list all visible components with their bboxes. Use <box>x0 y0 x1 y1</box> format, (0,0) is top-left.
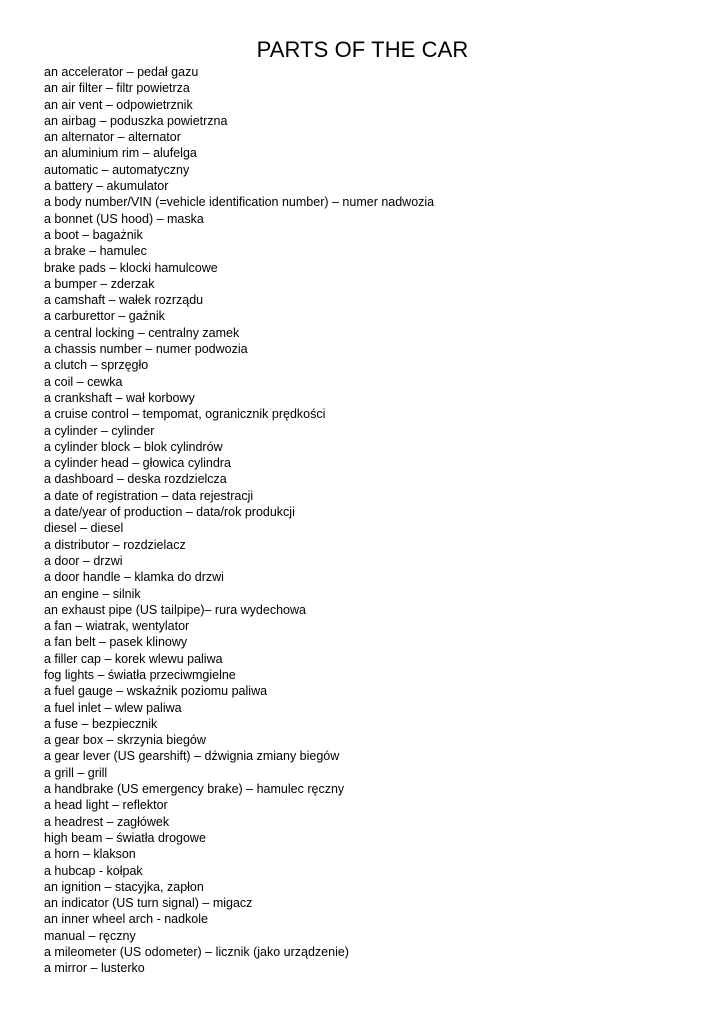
vocabulary-entry: an accelerator – pedał gazu <box>44 65 199 79</box>
vocabulary-entry: manual – ręczny <box>44 928 136 943</box>
vocabulary-entry: a cylinder – cylinder <box>44 423 155 438</box>
vocabulary-entry: a mirror – lusterko <box>44 961 145 976</box>
vocabulary-entry: a handbrake (US emergency brake) – hamulec ręczny <box>44 782 345 797</box>
vocabulary-entry: a bonnet (US hood) – maska <box>44 211 204 226</box>
vocabulary-entry: an ignition – stacyjka, zapłon <box>44 879 204 894</box>
vocabulary-entry: a mileometer (US odometer) – licznik (jako urządzenie) <box>44 945 349 960</box>
vocabulary-entry: high beam – światła drogowe <box>44 830 206 845</box>
vocabulary-entry: a fuse – bezpiecznik <box>44 716 158 731</box>
vocabulary-entry: a crankshaft – wał korbowy <box>44 390 195 405</box>
vocabulary-entry: an air vent – odpowietrznik <box>44 97 193 112</box>
vocabulary-entry: a carburettor – gaźnik <box>44 309 165 324</box>
vocabulary-entry: fog lights – światła przeciwmgielne <box>44 667 236 682</box>
vocabulary-entry: a fuel gauge – wskaźnik poziomu paliwa <box>44 684 268 699</box>
vocabulary-entry: a clutch – sprzęgło <box>44 358 149 373</box>
vocabulary-entry: automatic – automatyczny <box>44 162 190 177</box>
vocabulary-entry: a brake – hamulec <box>44 244 147 259</box>
vocabulary-entry: a cylinder block – blok cylindrów <box>44 439 223 454</box>
vocabulary-entry: brake pads – klocki hamulcowe <box>44 260 218 275</box>
vocabulary-entry: an exhaust pipe (US tailpipe)– rura wydechowa <box>44 602 306 617</box>
vocabulary-entry: a fuel inlet – wlew paliwa <box>44 700 182 715</box>
vocabulary-entry: a horn – klakson <box>44 847 136 862</box>
vocabulary-entry: a distributor – rozdzielacz <box>44 537 186 552</box>
vocabulary-entry: a cruise control – tempomat, ogranicznik prędkości <box>44 407 326 422</box>
vocabulary-entry: a fan – wiatrak, wentylator <box>44 619 190 634</box>
vocabulary-entry: an indicator (US turn signal) – migacz <box>44 896 253 911</box>
vocabulary-entry: a gear box – skrzynia biegów <box>44 733 206 748</box>
vocabulary-entry: a date/year of production – data/rok produkcji <box>44 505 295 520</box>
vocabulary-entry: a gear lever (US gearshift) – dźwignia zmiany biegów <box>44 749 340 764</box>
vocabulary-entry: an airbag – poduszka powietrzna <box>44 113 228 128</box>
vocabulary-entry: a dashboard – deska rozdzielcza <box>44 472 227 487</box>
vocabulary-entry: a hubcap - kołpak <box>44 863 143 878</box>
vocabulary-entry: a filler cap – korek wlewu paliwa <box>44 651 223 666</box>
vocabulary-entry: an alternator – alternator <box>44 130 181 145</box>
vocabulary-entry: a battery – akumulator <box>44 179 169 194</box>
vocabulary-entry: a chassis number – numer podwozia <box>44 342 248 357</box>
vocabulary-entry: an aluminium rim – alufelga <box>44 146 197 161</box>
vocabulary-entry: a body number/VIN (=vehicle identification number) – numer nadwozia <box>44 195 435 210</box>
vocabulary-entry: diesel – diesel <box>44 521 124 536</box>
vocabulary-entry: a door handle – klamka do drzwi <box>44 570 224 585</box>
vocabulary-entry: a cylinder head – głowica cylindra <box>44 456 231 471</box>
vocabulary-entry: a coil – cewka <box>44 374 123 389</box>
vocabulary-list <box>44 64 434 977</box>
vocabulary-entry: a head light – reflektor <box>44 798 168 813</box>
vocabulary-entry: an engine – silnik <box>44 586 141 601</box>
page-title: PARTS OF THE CAR <box>256 37 469 62</box>
vocabulary-entry: a boot – bagażnik <box>44 227 143 242</box>
vocabulary-entry: a camshaft – wałek rozrządu <box>44 293 204 308</box>
vocabulary-entry: a date of registration – data rejestracji <box>44 488 254 503</box>
vocabulary-entry: a grill – grill <box>44 765 108 780</box>
vocabulary-entry: an inner wheel arch - nadkole <box>44 912 208 927</box>
vocabulary-entry: an air filter – filtr powietrza <box>44 81 190 96</box>
vocabulary-entry: a headrest – zagłówek <box>44 814 170 829</box>
vocabulary-entry: a central locking – centralny zamek <box>44 325 240 340</box>
vocabulary-entry: a door – drzwi <box>44 553 123 568</box>
vocabulary-entry: a fan belt – pasek klinowy <box>44 635 188 650</box>
vocabulary-entry: a bumper – zderzak <box>44 276 155 291</box>
